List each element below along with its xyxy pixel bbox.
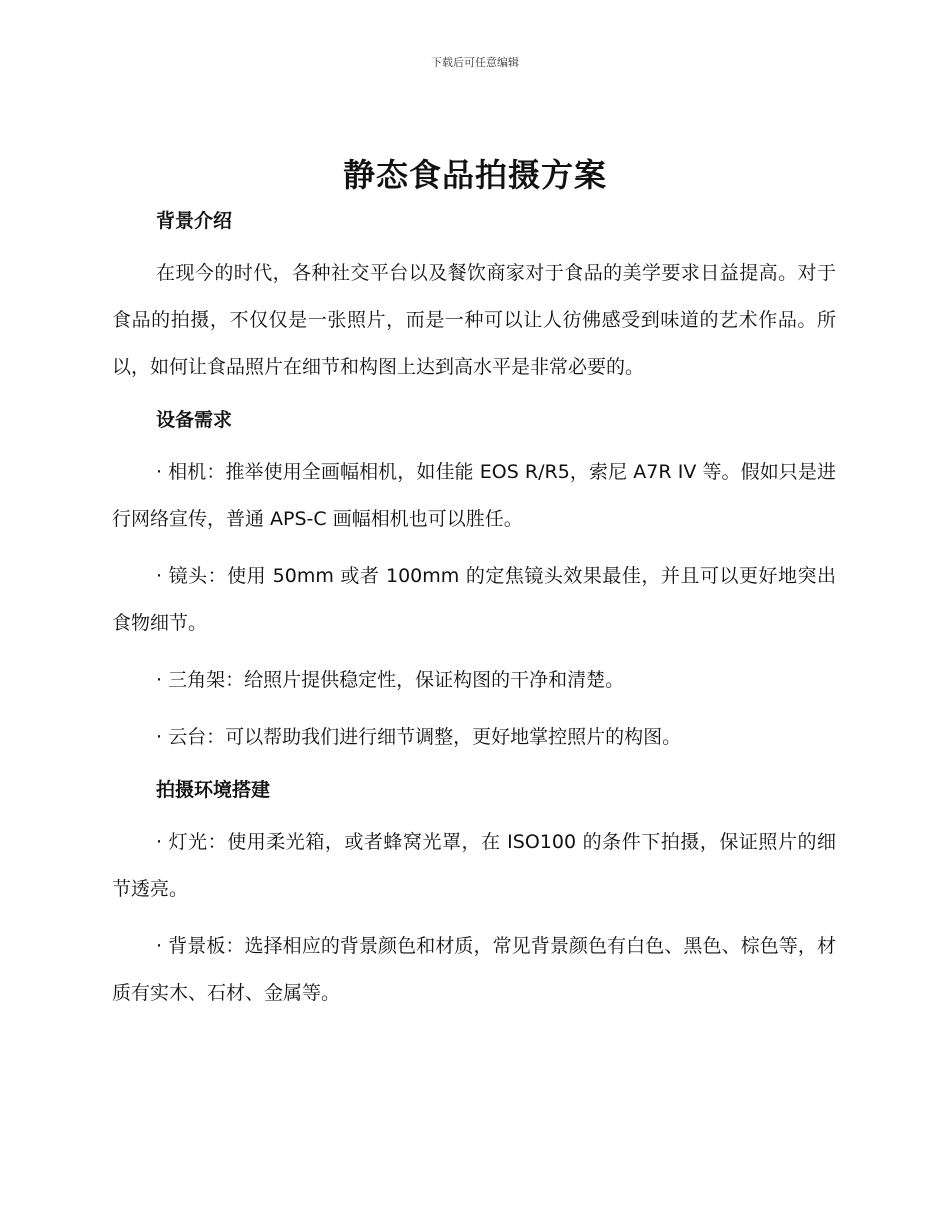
section-heading-environment: 拍摄环境搭建 bbox=[156, 779, 271, 801]
document-title: 静态食品拍摄方案 bbox=[342, 156, 607, 194]
page-header-note: 下载后可任意编辑 bbox=[431, 56, 519, 69]
background-paragraph: 在现今的时代，各种社交平台以及餐饮商家对于食品的美学要求日益提高。对于食品的拍摄，不仅仅是一张照片，而是一种可以让人彷佛感受到味道的艺术作品。所以，如何让食品照片在细节和构图上达到高水平是非常必要的。 bbox=[112, 262, 836, 378]
section-heading-background: 背景介绍 bbox=[156, 210, 233, 232]
environment-item-backdrop: · 背景板：选择相应的背景颜色和材质，常见背景颜色有白色、黑色、棕色等，材质有实木、石材、金属等。 bbox=[112, 935, 836, 1004]
equipment-item-camera: · 相机：推举使用全画幅相机，如佳能 EOS R/R5，索尼 A7R IV 等。假如只是进行网络宣传，普通 APS-C 画幅相机也可以胜任。 bbox=[112, 461, 836, 530]
equipment-item-tripod: · 三角架：给照片提供稳定性，保证构图的干净和清楚。 bbox=[156, 669, 625, 691]
equipment-item-lens: · 镜头：使用 50mm 或者 100mm 的定焦镜头效果最佳，并且可以更好地突出食物细节。 bbox=[112, 565, 836, 634]
equipment-item-gimbal: · 云台：可以帮助我们进行细节调整，更好地掌控照片的构图。 bbox=[156, 726, 682, 748]
environment-item-lighting: · 灯光：使用柔光箱，或者蜂窝光罩，在 ISO100 的条件下拍摄，保证照片的细节透亮。 bbox=[112, 831, 836, 900]
document-body bbox=[112, 202, 836, 1017]
section-heading-equipment: 设备需求 bbox=[156, 409, 233, 431]
